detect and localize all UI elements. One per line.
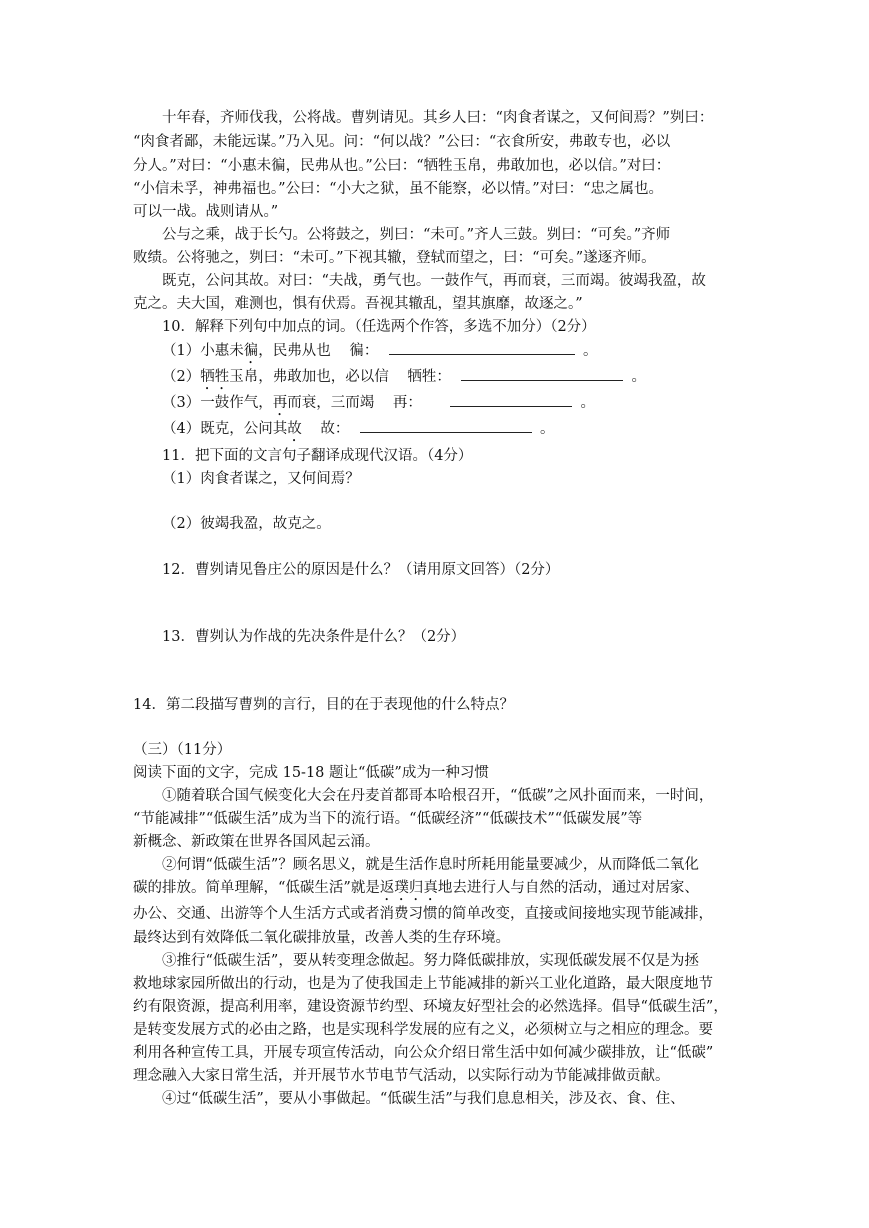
item-text: 玉帛，弗敢加也，必以信 <box>229 369 389 385</box>
paragraph-1-line: 新概念、新政策在世界各国风起云涌。 <box>133 834 380 850</box>
paragraph-2-line: ②何谓“低碳生活”？顾名思义，就是生活作息时所耗用能量要减少，从而降低二氧化 <box>162 857 699 873</box>
item-text: （1）小惠未 <box>162 343 244 359</box>
section-3-intro: 阅读下面的文字，完成 15-18 题让“低碳”成为一种习惯 <box>133 765 489 781</box>
question-10-stem: 10．解释下列句中加点的词。（任选两个作答，多选不加分）（2分） <box>162 319 596 335</box>
question-13: 13．曹刿认为作战的先决条件是什么？（2分） <box>162 629 466 645</box>
item-text: ，民弗从也 <box>258 343 331 359</box>
question-11-stem: 11．把下面的文言句子翻译成现代汉语。（4分） <box>162 448 473 464</box>
dotted-word: 牺牲 <box>200 369 230 385</box>
question-11-sentence-2: （2）彼竭我盈，故克之。 <box>162 516 331 532</box>
term-label: 故： <box>320 421 350 437</box>
question-10-item-4 <box>162 418 554 445</box>
item-text: 而衰，三而竭 <box>287 395 375 411</box>
passage-line: 分人。”对曰：“小惠未徧，民弗从也。”公曰：“牺牲玉帛，弗敢加也，必以信。”对曰： <box>133 158 671 174</box>
answer-blank[interactable] <box>461 366 623 381</box>
dotted-word: 再 <box>272 395 288 411</box>
paragraph-1-line: “节能减排”“低碳生活”成为当下的流行语。“低碳经济”“低碳技术”“低碳发展”等 <box>133 811 643 827</box>
paragraph-3-line: 利用各种宣传工具，开展专项宣传活动，向公众介绍日常生活中如何减少碳排放，让“低碳” <box>133 1045 714 1061</box>
period: 。 <box>582 343 598 359</box>
section-3-heading: （三）（11分） <box>133 742 232 758</box>
period: 。 <box>580 395 595 411</box>
question-10-item-2 <box>162 366 646 393</box>
term-label: 再： <box>392 395 422 411</box>
passage-line: 既克，公问其故。对曰：“夫战，勇气也。一鼓作气，再而衰，三而竭。彼竭我盈，故 <box>162 273 706 289</box>
period: 。 <box>539 421 555 437</box>
term-label: 徧： <box>349 343 379 359</box>
paragraph-1-line: ①随着联合国气候变化大会在丹麦首都哥本哈根召开，“低碳”之风扑面而来，一时间， <box>162 788 714 804</box>
question-10-item-3 <box>162 392 595 419</box>
paragraph-3-line: 救地球家园所做出的行动，也是为了使我国走上节能减排的新兴工业化道路，最大限度地节 <box>133 976 713 992</box>
paragraph-4-line: ④过“低碳生活”，要从小事做起。“低碳生活”与我们息息相关，涉及衣、食、住、 <box>162 1091 685 1107</box>
dotted-word: 徧 <box>243 343 259 359</box>
paragraph-3-line: 理念融入大家日常生活，并开展节水节电节气活动，以实际行动为节能减排做贡献。 <box>133 1068 670 1084</box>
passage-line: 公与之乘，战于长勺。公将鼓之，刿曰：“未可。”齐人三鼓。刿曰：“可矣。”齐师 <box>162 227 671 243</box>
passage-line: “小信未孚，神弗福也。”公曰：“小大之狱，虽不能察，必以情。”对曰：“忠之属也。 <box>133 181 664 197</box>
item-text: （4）既克，公问其 <box>162 421 288 437</box>
answer-blank[interactable] <box>450 392 572 407</box>
passage-line: 败绩。公将驰之，刿曰：“未可。”下视其辙，登轼而望之，曰：“可矣。”遂逐齐师。 <box>133 250 656 266</box>
term-label: 牺牲： <box>407 369 451 385</box>
paragraph-3-line: 是转变发展方式的必由之路，也是实现科学发展的应有之义，必须树立与之相应的理念。要 <box>133 1022 713 1038</box>
paragraph-2-line: 最终达到有效降低二氧化碳排放量，改善人类的生存环境。 <box>133 930 510 946</box>
dotted-word: 返璞归真 <box>379 880 438 896</box>
paragraph-2-line: 办公、交通、出游等个人生活方式或者消费习惯的简单改变，直接或间接地实现节能减排， <box>133 906 713 922</box>
item-text: （3）一鼓作气， <box>162 395 273 411</box>
passage-line: 可以一战。战则请从。” <box>133 204 279 220</box>
paragraph-2-line <box>133 878 699 904</box>
line-text: 碳的排放。简单理解，“低碳生活”就是 <box>133 880 380 896</box>
question-14: 14．第二段描写曹刿的言行，目的在于表现他的什么特点？ <box>133 697 514 713</box>
line-text: 地去进行人与自然的活动，通过对居家、 <box>437 880 699 896</box>
passage-line: “肉食者鄙，未能远谋。”乃入见。问：“何以战？”公曰：“衣食所安，弗敢专也，必以 <box>133 134 671 150</box>
paragraph-3-line: ③推行“低碳生活”，要从转变理念做起。努力降低碳排放，实现低碳发展不仅是为拯 <box>162 953 699 969</box>
answer-blank[interactable] <box>389 340 575 355</box>
passage-line: 十年春，齐师伐我，公将战。曹刿请见。其乡人曰：“肉食者谋之，又何间焉？”刿曰： <box>162 110 714 126</box>
question-11-sentence-1: （1）肉食者谋之，又何间焉？ <box>162 471 360 487</box>
dotted-word: 故 <box>287 421 302 437</box>
answer-blank[interactable] <box>360 418 532 433</box>
period: 。 <box>631 369 646 385</box>
question-12: 12．曹刿请见鲁庄公的原因是什么？（请用原文回答）（2分） <box>162 562 560 578</box>
item-text: （2） <box>162 369 201 385</box>
paragraph-3-line: 约有限资源，提高利用率，建设资源节约型、环境友好型社会的必然选择。倡导“低碳生活”， <box>133 999 728 1015</box>
passage-line: 克之。夫大国，难测也，惧有伏焉。吾视其辙乱，望其旗靡，故逐之。” <box>133 296 583 312</box>
question-10-item-1 <box>162 340 597 367</box>
